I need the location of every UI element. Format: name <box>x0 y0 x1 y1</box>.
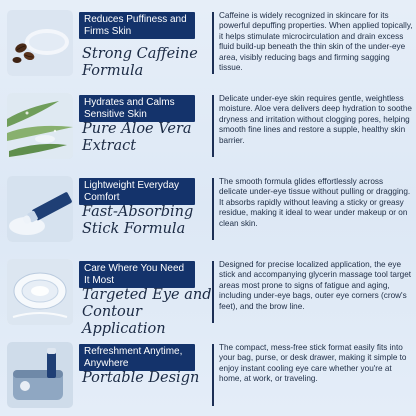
feature-title: Fast-Absorbing Stick Formula <box>82 204 194 237</box>
feature-banner: Reduces Puffiness and Firms Skin <box>79 12 195 39</box>
feature-row-caffeine <box>0 6 416 89</box>
feature-title: Portable Design <box>82 370 200 386</box>
aloe-vera-leaf-icon <box>7 93 73 159</box>
feature-banner: Hydrates and Calms Sensitive Skin <box>79 95 195 122</box>
feature-divider <box>212 178 214 240</box>
feature-title: Pure Aloe Vera Extract <box>82 121 192 154</box>
feature-banner: Care Where You Need It Most <box>79 261 195 288</box>
coffee-beans-eye-patch-icon <box>7 10 73 76</box>
feature-title: Strong Caffeine Formula <box>82 46 198 79</box>
feature-row-portable <box>0 338 416 416</box>
feature-description: The smooth formula glides effortlessly across delicate under-eye tissue without pulling or dragging. It absorbs rapidly without leaving a sticky or greasy residue, making it ideal to wear under makeup or on clean skin. <box>219 177 411 228</box>
feature-divider <box>212 95 214 157</box>
glycerin-massage-tool-icon <box>7 259 73 325</box>
feature-row-stick <box>0 172 416 255</box>
travel-pouch-icon <box>7 342 73 408</box>
feature-title: Targeted Eye and Contour Application <box>82 287 212 337</box>
feature-description: Delicate under-eye skin requires gentle, weightless moisture. Aloe vera delivers deep hydration to soothe dryness and irritation without clogging pores, helping smooth fine lines and restore a supple, healthy skin barrier. <box>219 94 412 145</box>
feature-description: Designed for precise localized application, the eye stick and accompanying glycerin massage tool target areas most prone to signs of fatigue and aging, including under-eye bags, outer eye corners (crow's feet), and the brow line. <box>219 260 412 311</box>
feature-divider <box>212 344 214 406</box>
feature-divider <box>212 261 214 323</box>
feature-row-aloe <box>0 89 416 172</box>
feature-divider <box>212 12 214 74</box>
feature-banner: Lightweight Everyday Comfort <box>79 178 195 205</box>
feature-row-targeted <box>0 255 416 338</box>
feature-list <box>0 6 416 416</box>
eye-stick-applicator-icon <box>7 176 73 242</box>
feature-description: Caffeine is widely recognized in skincare for its powerful depuffing properties. When applied topically, it helps stimulate microcirculation and drain excess fluid build-up beneath the thin skin of the under-eye area, visibly reducing bags and firming sagging tissue. <box>219 11 413 73</box>
feature-banner: Refreshment Anytime, Anywhere <box>79 344 195 371</box>
feature-description: The compact, mess-free stick format easily fits into your bag, purse, or desk drawer, making it simple to enjoy instant cooling eye care whether you're at home, at work, or traveling. <box>219 343 407 384</box>
